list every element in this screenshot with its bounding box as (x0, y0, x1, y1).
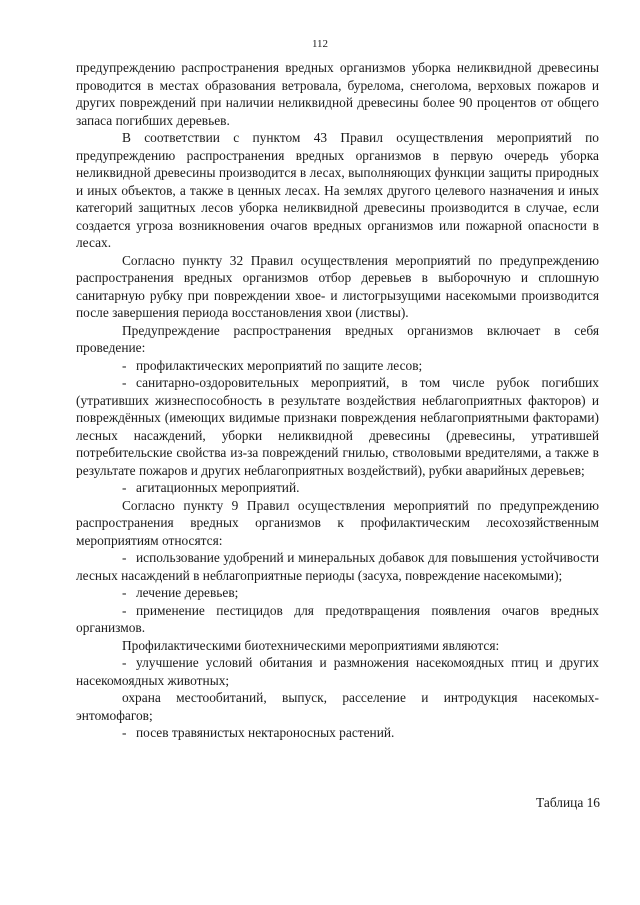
page-number: 112 (311, 38, 329, 50)
list-dash: - (122, 375, 127, 390)
paragraph-text: применение пестицидов для предотвращения появления очагов вредных организмов. (76, 602, 599, 635)
paragraph-text: лечение деревьев; (136, 585, 239, 600)
list-dash: - (122, 725, 127, 740)
paragraph (76, 252, 599, 322)
list-dash: - (122, 550, 127, 565)
paragraph-text: использование удобрений и минеральных добавок для повышения устойчивости лесных насаждений в неблагоприятные периоды (засуха, повреждение насекомыми); (76, 550, 599, 583)
paragraph-text: улучшение условий обитания и размножения насекомоядных птиц и других насекомоядных животных; (76, 655, 599, 688)
paragraph-text: Согласно пункту 9 Правил осуществления мероприятий по предупреждению распространения вредных организмов к профилактическим лесохозяйственным мероприятиям относятся: (76, 497, 599, 548)
paragraph (76, 129, 599, 252)
body-text (76, 59, 599, 742)
paragraph-text: профилактических мероприятий по защите лесов; (136, 357, 423, 373)
paragraph-text: агитационных мероприятий. (136, 480, 300, 495)
paragraph (76, 637, 599, 655)
paragraph-text: В соответствии с пунктом 43 Правил осуществления мероприятий по предупреждению распространения вредных организмов в первую очередь уборка неликвидной древесины производится в лесах, выполняющих функции защиты природных и иных объектов, а также в ценных лесах. На землях другого целевого назначения и иных категорий защитных лесов уборка неликвидной древесины производится в случае, если создается угроза возникновения очагов вредных организмов или пожарной опасности в лесах. (76, 130, 599, 250)
paragraph-text: посев травянистых нектароносных растений. (136, 725, 395, 740)
list-item (76, 689, 599, 724)
paragraph-text: охрана местообитаний, выпуск, расселение и интродукция насекомых-энтомофагов; (76, 690, 599, 723)
list-dash: - (122, 480, 127, 495)
paragraph (76, 497, 599, 550)
list-dash: - (122, 585, 127, 600)
list-item (76, 357, 599, 375)
paragraph-text: предупреждению распространения вредных организмов уборка неликвидной древесины проводится в местах образования ветровала, бурелома, снеголома, верховых пожаров и других повреждений при наличии неликвидной древесины более 90 процентов от общего запаса погибших деревьев. (76, 60, 599, 128)
paragraph-text: санитарно-оздоровительных мероприятий, в том числе рубок погибших (утративших жизнеспособность в результате воздействия неблагоприятных факторов) и повреждённых (имеющих видимые признаки повреждения неблагоприятными факторами) лесных насаждений, уборки неликвидной древесины (древесины, утратившей потребительские свойства из-за повреждений гнилью, стволовыми вредителями, а также в результате пожаров и других неблагоприятных воздействий), рубки аварийных деревьев; (76, 375, 599, 478)
list-item (76, 479, 599, 497)
list-dash: - (122, 602, 127, 618)
table-caption: Таблица 16 (536, 795, 600, 810)
paragraph-text: Согласно пункту 32 Правил осуществления мероприятий по предупреждению распространения вредных организмов отбор деревьев в выборочную и сплошную санитарную рубку при повреждении хвое- и листогрызущими насекомыми производится после завершения периода восстановления хвои (листвы). (76, 252, 599, 320)
list-dash: - (122, 655, 127, 670)
paragraph-continuation (76, 59, 599, 129)
paragraph (76, 322, 599, 357)
list-dash: - (122, 357, 127, 373)
list-item (76, 374, 599, 479)
paragraph-text: Профилактическими биотехническими мероприятиями являются: (122, 637, 500, 653)
list-item (76, 602, 599, 637)
list-item (76, 549, 599, 584)
list-item (76, 654, 599, 689)
paragraph-text: Предупреждение распространения вредных организмов включает в себя проведение: (76, 322, 599, 355)
list-item (76, 584, 599, 602)
list-item (76, 724, 599, 742)
